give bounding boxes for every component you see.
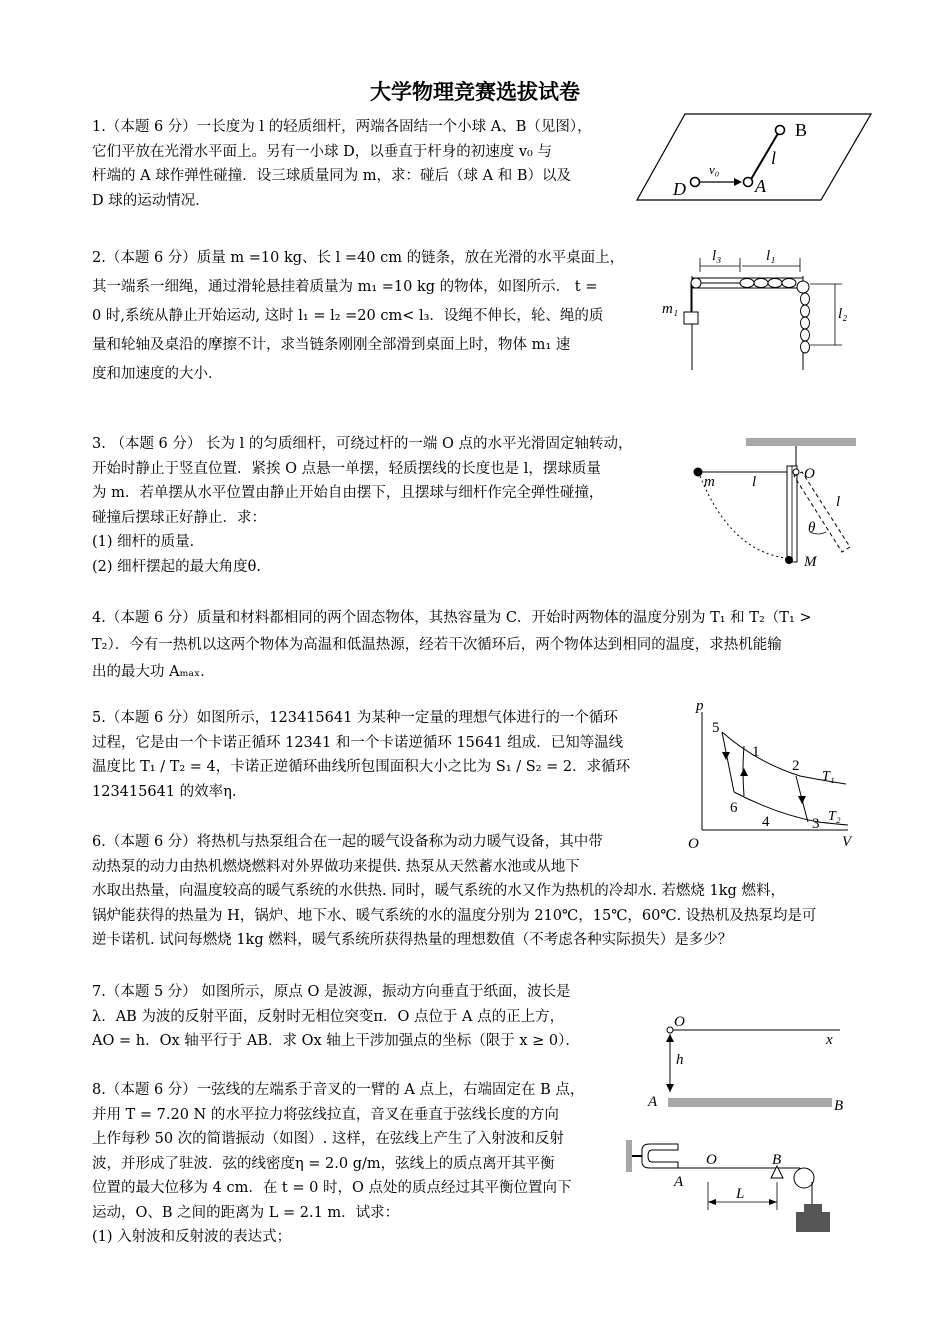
figure-label: 3 (812, 816, 820, 832)
figure-label: m₁ (662, 301, 679, 317)
problem-line: 过程，它是由一个卡诺正循环 12341 和一个卡诺逆循环 15641 组成．已知等温线 (92, 734, 624, 751)
figure-label: A (648, 1094, 658, 1110)
problem-line: 水取出热量，向温度较高的暖气系统的水供热. 同时，暖气系统的水又作为热机的冷却水. 若燃烧 1kg 燃料， (92, 883, 785, 899)
problem-line: 它们平放在光滑水平面上。另有一小球 D，以垂直于杆身的初速度 v₀ 与 (92, 143, 552, 160)
figure-label: l (771, 148, 777, 168)
problem-line: λ．AB 为波的反射平面，反射时无相位突变π．O 点位于 A 点的正上方， (92, 1008, 565, 1025)
figure-label: p (696, 698, 704, 714)
figure-label: 6 (730, 800, 738, 816)
figure-label: l (752, 474, 757, 490)
figure-label: M (804, 554, 817, 570)
figure-label: A (674, 1174, 684, 1190)
figure-label: l₂ (838, 306, 848, 322)
problem-line: 位置的最大位移为 4 cm．在 t = 0 时，O 点处的质点经过其平衡位置向下 (92, 1180, 572, 1196)
figure-label: B (795, 120, 808, 140)
problem-line: 123415641 的效率η. (92, 783, 237, 800)
problem-line: 3. （本题 6 分） 长为 l 的匀质细杆，可绕过杆的一端 O 点的水平光滑固定轴转动， (92, 436, 633, 452)
figure-label: T₂ (828, 809, 841, 824)
figure-label: O (688, 836, 699, 852)
figure-label: x (826, 1032, 833, 1048)
problem-line: 杆端的 A 球作弹性碰撞．设三球质量同为 m，求：碰后（球 A 和 B）以及 (92, 168, 572, 184)
problem-line: 温度比 T₁ / T₂ = 4，卡诺正逆循环曲线所包围面积大小之比为 S₁ / S₂ = 2．求循环 (92, 759, 631, 775)
figure-label: 2 (792, 758, 800, 774)
problem-line: (1) 细杆的质量． (92, 534, 205, 550)
figure-label: l₃ (712, 248, 722, 264)
problem-line: 0 时,系统从静止开始运动, 这时 l₁ = l₂ =20 cm< l₃．设绳不伸长，轮、绳的质 (92, 308, 604, 324)
problem-line: 逆卡诺机. 试问每燃烧 1kg 燃料，暖气系统所获得热量的理想数值（不考虑各种实际损失）是多少？ (92, 932, 733, 948)
problem-line: 5.（本题 6 分）如图所示，123415641 为某种一定量的理想气体进行的一个循环 (92, 710, 618, 726)
figure-2 (660, 240, 860, 375)
problem-line: 波，并形成了驻波．弦的线密度η = 2.0 g/m，弦线上的质点离开其平衡 (92, 1155, 555, 1172)
problem-6 (92, 830, 816, 953)
figure-label: l₁ (766, 248, 776, 264)
problem-5 (92, 706, 630, 804)
figure-label: D (673, 179, 686, 199)
figure-label: v₀ (709, 162, 720, 177)
figure-1 (635, 108, 875, 204)
problem-line: 运动，O、B 之间的距离为 L = 2.1 m．试求： (92, 1204, 400, 1221)
figure-label: 5 (712, 720, 720, 736)
problem-line: 锅炉能获得的热量为 H，锅炉、地下水、暖气系统的水的温度分别为 210℃，15℃，60℃. 设热机及热泵均是可 (92, 907, 817, 924)
problem-line: (1) 入射波和反射波的表达式； (92, 1229, 292, 1245)
figure-label: V (842, 834, 852, 850)
figure-label: O (706, 1152, 717, 1168)
problem-2 (92, 244, 624, 389)
problem-line: 2.（本题 6 分）质量 m =10 kg、长 l =40 cm 的链条，放在光滑的水平桌面上， (92, 250, 625, 266)
figure-3 (690, 432, 865, 572)
problem-line: 其一端系一细绳，通过滑轮悬挂着质量为 m₁ =10 kg 的物体，如图所示． t = (92, 279, 598, 295)
figure-label: m (704, 474, 715, 490)
problem-line: 碰撞后摆球正好静止．求： (92, 509, 266, 526)
figure-label: B (834, 1098, 844, 1114)
figure-label: O (804, 466, 815, 482)
figure-8 (620, 1132, 850, 1242)
problem-line: 上作每秒 50 次的简谐振动（如图）. 这样，在弦线上产生了入射波和反射 (92, 1131, 564, 1147)
problem-line: 6.（本题 6 分）将热机与热泵组合在一起的暖气设备称为动力暖气设备，其中带 (92, 834, 603, 850)
problem-line: 8.（本题 6 分）一弦线的左端系于音叉的一臂的 A 点上，右端固定在 B 点， (92, 1082, 585, 1098)
problem-line: 为 m．若单摆从水平位置由静止开始自由摆下，且摆球与细杆作完全弹性碰撞， (92, 485, 604, 501)
problem-3 (92, 432, 632, 579)
problem-1 (92, 115, 592, 213)
figure-7 (640, 1010, 850, 1120)
problem-line: AO = h．Ox 轴平行于 AB．求 Ox 轴上干涉加强点的坐标（限于 x ≥ 0）． (92, 1033, 580, 1049)
problem-line: (2) 细杆摆起的最大角度θ. (92, 558, 261, 575)
problem-line: 7.（本题 5 分） 如图所示，原点 O 是波源，振动方向垂直于纸面，波长是 (92, 984, 571, 1000)
figure-label: L (736, 1186, 745, 1202)
figure-label: l (836, 494, 841, 510)
figure-label: A (755, 176, 766, 196)
figure-label: B (772, 1152, 782, 1168)
figure-label: T₁ (822, 769, 835, 784)
page-title: 大学物理竞赛选拔试卷 (370, 80, 580, 104)
figure-label: h (676, 1052, 684, 1068)
figure-label: 4 (762, 814, 770, 830)
problem-line: D 球的运动情况． (92, 192, 210, 209)
figure-label: O (674, 1014, 685, 1030)
problem-8 (92, 1078, 584, 1250)
problem-7 (92, 980, 580, 1054)
problem-line: 量和轮轴及桌沿的摩擦不计，求当链条刚刚全部滑到桌面上时，物体 m₁ 速 (92, 337, 571, 353)
problem-line: 动热泵的动力由热机燃烧燃料对外界做功来提供. 热泵从天然蓄水池或从地下 (92, 858, 580, 875)
problem-line: T₂）．今有一热机以这两个物体为高温和低温热源，经若干次循环后，两个物体达到相同的温度，求热机能输 (92, 637, 782, 653)
problem-line: 度和加速度的大小． (92, 366, 223, 382)
problem-line: 4.（本题 6 分）质量和材料都相同的两个固态物体，其热容量为 C．开始时两物体的温度分别为 T₁ 和 T₂（T₁ > (92, 610, 812, 626)
figure-label: θ (808, 520, 816, 536)
problem-line: 并用 T = 7.20 N 的水平拉力将弦线拉直，音叉在垂直于弦线长度的方向 (92, 1106, 559, 1123)
problem-4 (92, 605, 812, 686)
problem-line: 开始时静止于竖直位置．紧挨 O 点悬一单摆，轻质摆线的长度也是 l，摆球质量 (92, 460, 601, 477)
problem-line: 1.（本题 6 分）一长度为 l 的轻质细杆，两端各固结一个小球 A、B（见图）， (92, 119, 592, 135)
figure-label: 1 (752, 744, 760, 760)
problem-line: 出的最大功 Aₘₐₓ． (92, 664, 215, 680)
